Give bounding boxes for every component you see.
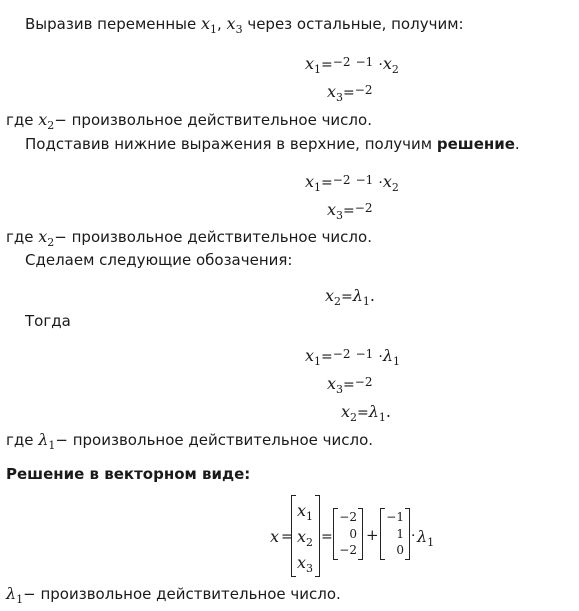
variable-subscript: 1: [210, 23, 217, 36]
note-free-variable: [6, 110, 372, 132]
equation-x3: [327, 82, 372, 104]
vector-component: −2: [339, 510, 357, 524]
multiply-dot: ·: [378, 175, 383, 191]
coefficient: −2: [354, 375, 373, 389]
subscript: 1: [378, 411, 386, 424]
vector-x-matrix: [291, 495, 320, 577]
equals-sign: =: [343, 377, 355, 393]
variable: λ: [38, 430, 49, 449]
variable-subscript: 2: [47, 236, 55, 249]
vector-component: 1: [396, 527, 404, 541]
note-prefix: где: [6, 111, 39, 129]
subscript: 2: [306, 536, 314, 549]
paragraph-text: Тогда: [25, 312, 71, 330]
variable: x: [226, 14, 236, 33]
paragraph-then: [25, 311, 71, 331]
note-prefix: где: [6, 228, 39, 246]
equation-x1: [305, 172, 399, 194]
lambda-symbol: λ: [368, 402, 379, 421]
equation-lhs: x: [305, 172, 315, 191]
note-text: − произвольное действительное число.: [23, 585, 341, 603]
lambda-symbol: λ: [382, 346, 393, 365]
vector-form-heading: [6, 464, 250, 484]
equals-sign: =: [343, 85, 355, 101]
subscript: 1: [314, 63, 322, 76]
component-var: x: [297, 527, 307, 546]
equation-x1: [305, 54, 399, 76]
equation-lhs: x: [327, 82, 337, 101]
subscript: 2: [391, 63, 399, 76]
coefficient: −2: [354, 83, 373, 97]
variable: x: [38, 227, 48, 246]
vector-constant-matrix: [333, 508, 363, 560]
equation-lhs: x: [305, 54, 315, 73]
paragraph-text: Сделаем следующие обозачения:: [25, 251, 293, 269]
coefficient: −2: [332, 347, 351, 361]
variable-subscript: 3: [235, 23, 243, 36]
equation-lhs: x: [325, 286, 335, 305]
vector-component: 0: [349, 527, 357, 541]
subscript: 2: [334, 295, 342, 308]
equation-x3: [327, 374, 372, 396]
paragraph-notation: [25, 250, 292, 270]
subscript: 3: [336, 91, 344, 104]
subscript: 1: [314, 181, 322, 194]
vector-x-component: [297, 553, 313, 575]
subscript: 1: [362, 295, 370, 308]
multiply-dot: ·: [411, 528, 416, 544]
subscript: 1: [427, 536, 435, 549]
equation-rhs-var: x: [382, 54, 392, 73]
lambda-symbol: λ: [417, 527, 428, 546]
vector-x-component: [297, 527, 313, 549]
paragraph-text: через остальные, получим:: [242, 15, 464, 33]
lambda-symbol: λ: [352, 286, 363, 305]
vector-direction-matrix: [380, 508, 410, 560]
multiply-dot: ·: [378, 349, 383, 365]
multiply-dot: ·: [378, 57, 383, 73]
coefficient: −1: [355, 55, 374, 69]
vector-lhs: x: [270, 527, 280, 546]
plus-sign: +: [366, 526, 379, 544]
equals-sign: =: [357, 405, 369, 421]
period: .: [369, 286, 375, 305]
variable: x: [200, 14, 210, 33]
subscript: 1: [392, 355, 400, 368]
equals-sign: =: [321, 57, 333, 73]
period: .: [514, 135, 520, 153]
note-text: − произвольное действительное число.: [55, 431, 374, 449]
variable: λ: [6, 584, 17, 603]
equation-lhs: x: [341, 402, 351, 421]
definition-x2-lambda: [325, 286, 375, 308]
note-free-parameter: [6, 584, 341, 606]
equation-rhs-var: x: [382, 172, 392, 191]
paragraph-express-variables: [25, 14, 464, 36]
coefficient: −1: [355, 173, 374, 187]
vector-component: 0: [396, 543, 404, 557]
coefficient: −2: [332, 173, 351, 187]
bold-term-solution: решение: [436, 135, 515, 153]
component-var: x: [297, 501, 307, 520]
equation-lhs: x: [327, 374, 337, 393]
equation-lhs: x: [305, 346, 315, 365]
variable-subscript: 2: [47, 119, 55, 132]
note-text: − произвольное действительное число.: [54, 111, 372, 129]
lambda-coefficient: [417, 527, 434, 549]
equation-x2: [341, 402, 391, 424]
equation-x1: [305, 346, 400, 368]
note-prefix: где: [6, 431, 39, 449]
equals-sign: =: [343, 203, 355, 219]
paragraph-substitute: [25, 134, 520, 154]
component-var: x: [297, 553, 307, 572]
equation-lhs: x: [327, 200, 337, 219]
coefficient: −2: [332, 55, 351, 69]
equals-sign: =: [321, 175, 333, 191]
vector-x-component: [297, 501, 313, 523]
note-free-variable: [6, 227, 372, 249]
equals-sign: =: [321, 529, 333, 545]
subscript: 2: [391, 181, 399, 194]
equals-sign: =: [341, 289, 353, 305]
variable-subscript: 1: [16, 593, 24, 606]
coefficient: −1: [355, 347, 374, 361]
subscript: 3: [336, 383, 344, 396]
period: .: [385, 402, 391, 421]
vector-component: −1: [386, 510, 404, 524]
equals-sign: =: [321, 349, 333, 365]
subscript: 3: [306, 562, 314, 575]
separator: ,: [217, 15, 227, 33]
vector-component: −2: [339, 543, 357, 557]
variable-subscript: 1: [48, 439, 56, 452]
subscript: 1: [306, 510, 314, 523]
note-free-variable: [6, 430, 373, 452]
subscript: 1: [314, 355, 322, 368]
note-text: − произвольное действительное число.: [54, 228, 372, 246]
subscript: 2: [350, 411, 358, 424]
equation-x3: [327, 200, 372, 222]
paragraph-text: Подставив нижние выражения в верхние, получим: [25, 135, 437, 153]
equals-sign: =: [281, 529, 293, 545]
variable: x: [38, 110, 48, 129]
heading-text: Решение в векторном виде:: [6, 465, 251, 483]
subscript: 3: [336, 209, 344, 222]
coefficient: −2: [354, 201, 373, 215]
paragraph-text: Выразив переменные: [25, 15, 201, 33]
